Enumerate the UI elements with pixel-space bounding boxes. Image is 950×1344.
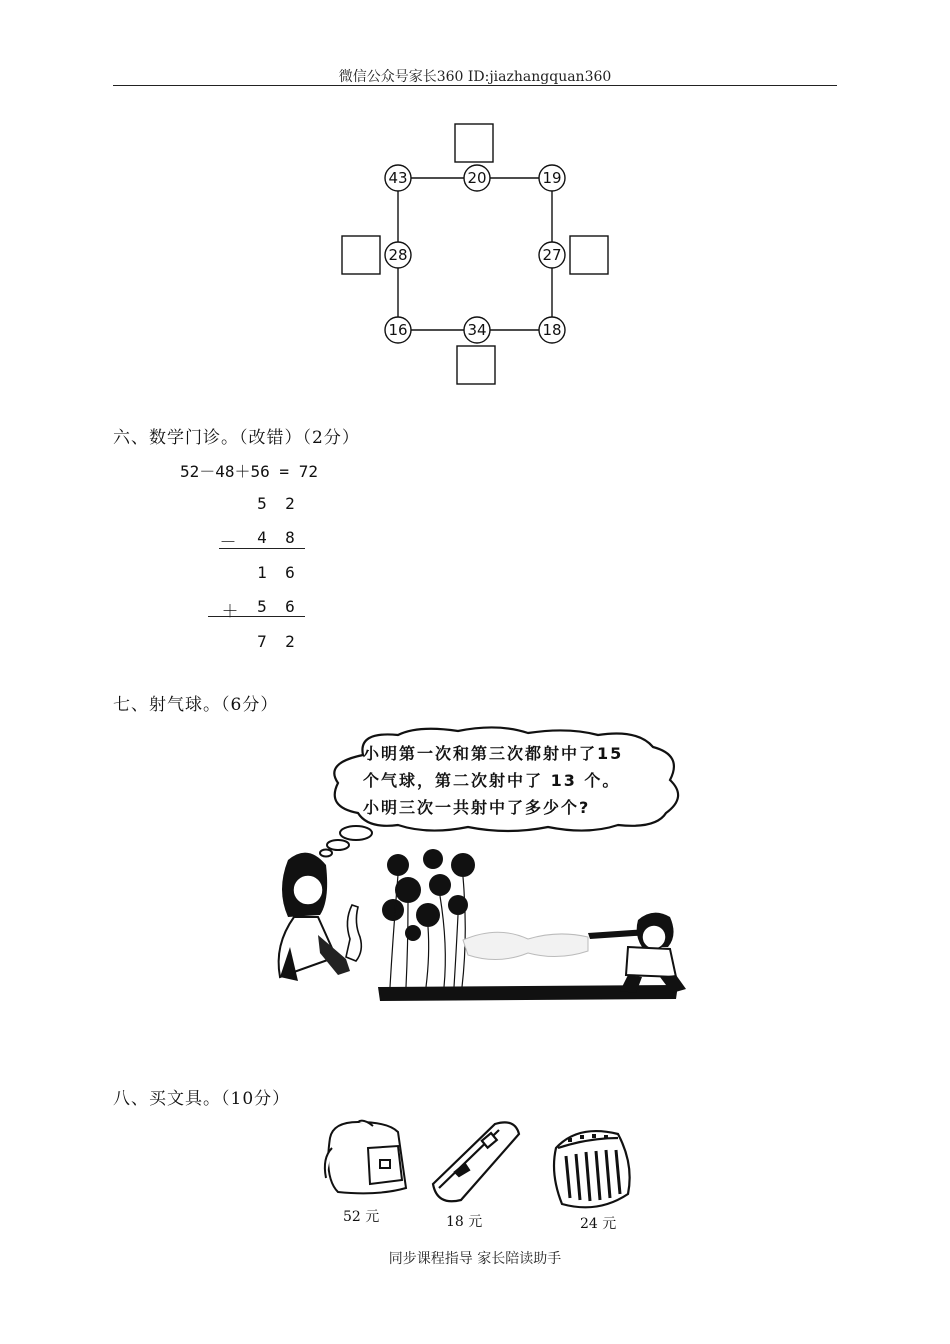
speech-line-2: 个气球，第二次射中了 13 个。 [363,771,621,790]
answer-box-top[interactable] [455,124,493,162]
speech-line-3: 小明三次一共射中了多少个? [363,798,591,817]
work-rule-1 [219,548,305,549]
section7-heading: 七、射气球。（6分） [113,695,279,715]
node-top-middle: 20 [467,169,487,187]
node-middle-right: 27 [542,246,562,264]
girl-figure [279,853,362,981]
backpack-icon [318,1118,413,1198]
speech-line-1: 小明第一次和第三次都射中了15 [363,744,624,763]
section8-heading: 八、买文具。（10分） [113,1089,291,1109]
work-row5-tens: 7 [257,632,267,651]
node-top-right: 19 [542,169,562,187]
work-row4-ones: 6 [285,597,295,616]
work-row5-ones: 2 [285,632,295,651]
node-bottom-left: 16 [388,321,408,339]
work-row3-ones: 6 [285,563,295,582]
node-bottom-right: 18 [542,321,562,339]
pencil-box-icon [548,1124,638,1214]
answer-box-right[interactable] [570,236,608,274]
thought-bubble-large [340,826,372,840]
page-footer: 同步课程指导 家长陪读助手 [388,1251,562,1267]
work-row1-ones: 2 [285,494,295,513]
section6-heading: 六、数学门诊。（改错）（2分） [113,428,360,448]
work-minus-sign: － [219,533,237,553]
page-header: 微信公众号家长360 ID:jiazhangquan360 [338,69,612,85]
work-row1-tens: 5 [257,494,267,513]
work-rule-2 [208,616,305,617]
node-middle-left: 28 [388,246,408,264]
work-row3-tens: 1 [257,563,267,582]
thought-bubble-small [320,850,332,857]
work-row2-ones: 8 [285,528,295,547]
boy-figure [588,913,686,993]
answer-box-left[interactable] [342,236,380,274]
speech-text [363,740,623,821]
work-row4-tens: 5 [257,597,267,616]
node-bottom-middle: 34 [467,321,487,339]
answer-box-bottom[interactable] [457,346,495,384]
pencil-box-price: 24 元 [580,1216,617,1232]
section6-equation: 52－48＋56 = 72 [180,462,318,481]
work-plus-sign: ＋ [221,602,239,622]
thought-bubble-medium [327,840,349,850]
header-rule [113,85,837,86]
node-top-left: 43 [388,169,408,187]
work-row2-tens: 4 [257,528,267,547]
number-square-diagram [330,118,620,393]
pencil-case-icon [425,1118,525,1208]
backpack-price: 52 元 [343,1209,380,1225]
pencil-case-price: 18 元 [446,1214,483,1230]
